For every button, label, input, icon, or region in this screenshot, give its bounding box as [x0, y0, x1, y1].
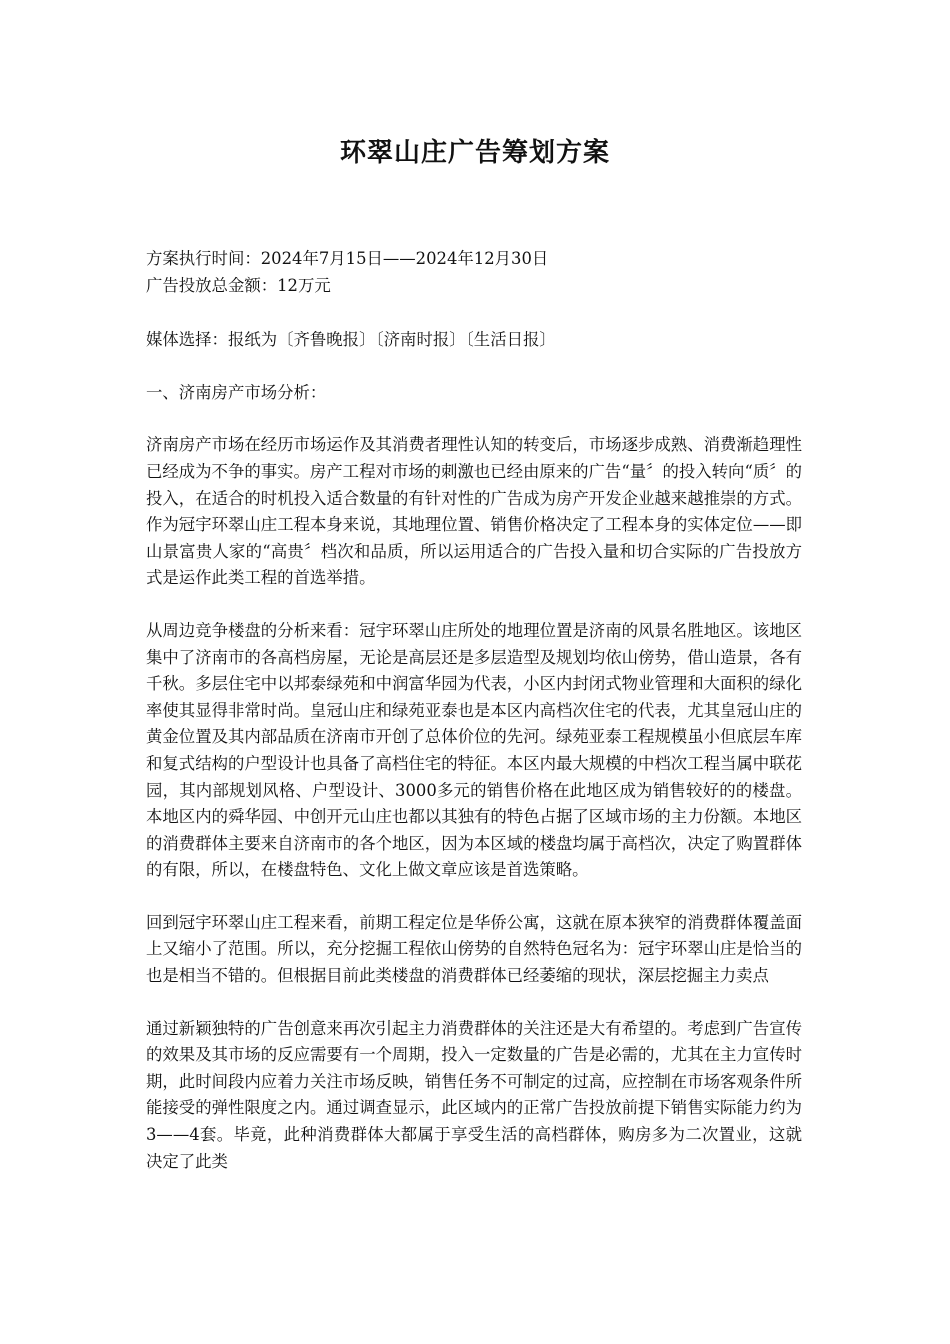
spacer [146, 592, 802, 618]
budget-line: 广告投放总金额：12万元 [146, 275, 331, 295]
paragraph: 济南房产市场在经历市场运作及其消费者理性认知的转变后，市场逐步成熟、消费渐趋理性已经成为不争的事实。房产工程对市场的刺激也已经由原来的广告“量〞的投入转向“质〞的投入，在适合的时机投入适合数量的有针对性的广告成为房产开发企业越来越推崇的方式。作为冠宇环翠山庄工程本身来说，其地理位置、销售价格决定了工程本身的实体定位——即山景富贵人家的“高贵〞档次和品质，所以运用适合的广告投入量和切合实际的广告投放方式是运作此类工程的首选举措。 [146, 435, 802, 588]
media-line: 媒体选择：报纸为〔齐鲁晚报〕〔济南时报〕〔生活日报〕 [146, 330, 556, 350]
paragraph: 通过新颖独特的广告创意来再次引起主力消费群体的关注还是大有希望的。考虑到广告宣传的效果及其市场的反应需要有一个周期，投入一定数量的广告是必需的，尤其在主力宣传时期，此时间段内应着力关注市场反映，销售任务不可制定的过高，应控制在市场客观条件所能接受的弹性限度之内。通过调查显示，此区域内的正常广告投放前提下销售实际能力约为3——4套。毕竟，此种消费群体大都属于享受生活的高档群体，购房多为二次置业，这就决定了此类 [146, 1018, 802, 1171]
spacer [146, 884, 802, 910]
schedule-line: 方案执行时间：2024年7月15日——2024年12月30日 [146, 249, 549, 268]
spacer [146, 299, 802, 327]
section-heading: 一、济南房产市场分析： [146, 382, 327, 402]
spacer [146, 990, 802, 1016]
spacer [146, 406, 802, 432]
paragraph: 从周边竞争楼盘的分析来看：冠宇环翠山庄所处的地理位置是济南的风景名胜地区。该地区集中了济南市的各高档房屋，无论是高层还是多层造型及规划均依山傍势，借山造景，各有千秋。多层住宅中以邦泰绿苑和中润富华园为代表，小区内封闭式物业管理和大面积的绿化率使其显得非常时尚。皇冠山庄和绿苑亚泰也是本区内高档次住宅的代表，尤其皇冠山庄的黄金位置及其内部品质在济南市开创了总体价位的先河。绿苑亚泰工程规模虽小但底层车库和复式结构的户型设计也具备了高档住宅的特征。本区内最大规模的中档次工程当属中联花园，其内部规划风格、户型设计、3000多元的销售价格在此地区成为销售较好的的楼盘。本地区内的舜华园、中创开元山庄也都以其独有的特色占据了区域市场的主力份额。本地区的消费群体主要来自济南市的各个地区，因为本区域的楼盘均属于高档次，决定了购置群体的有限，所以，在楼盘特色、文化上做文章应该是首选策略。 [146, 620, 802, 880]
document-body [146, 246, 802, 1175]
document-title: 环翠山庄广告筹划方案 [339, 138, 610, 168]
paragraph: 回到冠宇环翠山庄工程来看，前期工程定位是华侨公寓，这就在原本狭窄的消费群体覆盖面上又缩小了范围。所以，充分挖掘工程依山傍势的自然特色冠名为：冠宇环翠山庄是恰当的也是相当不错的。但根据目前此类楼盘的消费群体已经萎缩的现状，深层挖掘主力卖点 [146, 912, 802, 986]
spacer [146, 354, 802, 380]
